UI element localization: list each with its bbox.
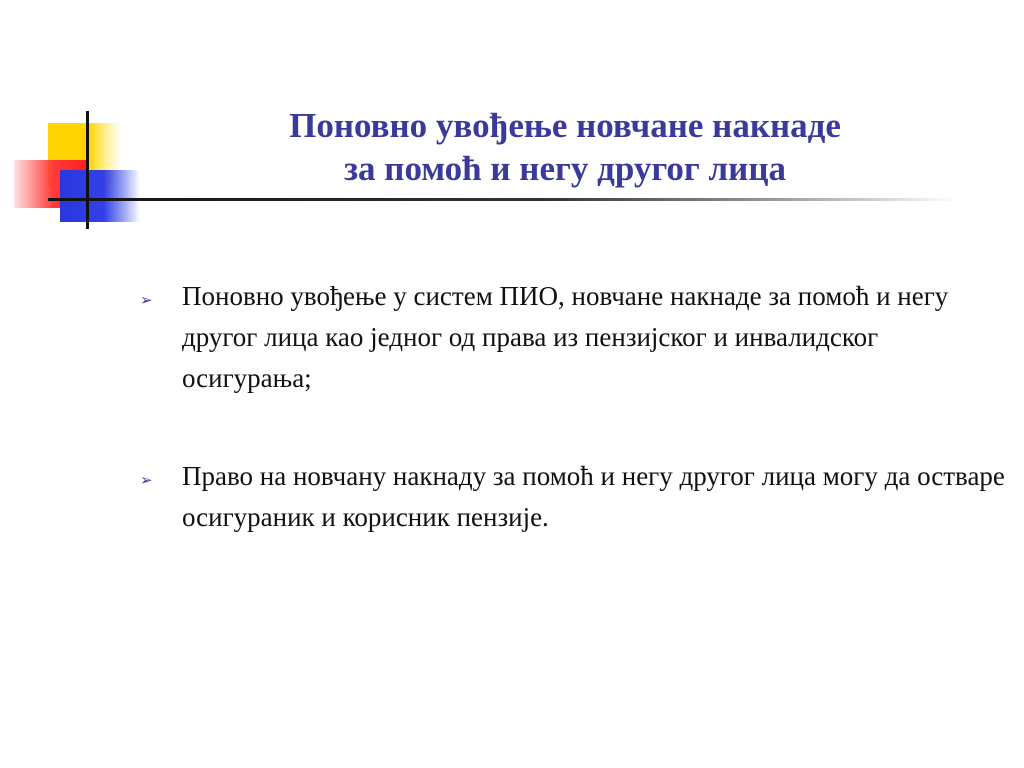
- bullet-text: Право на новчану накнаду за помоћ и негу другог лица могу да остваре осигураник и корисник пензије.: [182, 461, 1005, 532]
- bullet-item: [140, 456, 1010, 538]
- decorative-logo-blocks: [0, 0, 160, 240]
- bullet-list: [140, 276, 1010, 538]
- vertical-line-decoration: [86, 111, 89, 229]
- bullet-item: [140, 276, 1010, 399]
- blue-square-decoration: [60, 170, 140, 222]
- slide-title-line-1: Поновно увођење новчане накнаде: [289, 106, 841, 145]
- slide-title: [150, 104, 980, 190]
- slide-title-line-2: за помоћ и негу другог лица: [343, 149, 786, 188]
- bullet-text: Поновно увођење у систем ПИО, новчане накнаде за помоћ и негу другог лица као једног од права из пензијског и инвалидског осигурања;: [182, 281, 949, 393]
- arrow-bullet-icon: ➢: [140, 471, 153, 489]
- title-underline: [48, 198, 958, 201]
- arrow-bullet-icon: ➢: [140, 291, 153, 309]
